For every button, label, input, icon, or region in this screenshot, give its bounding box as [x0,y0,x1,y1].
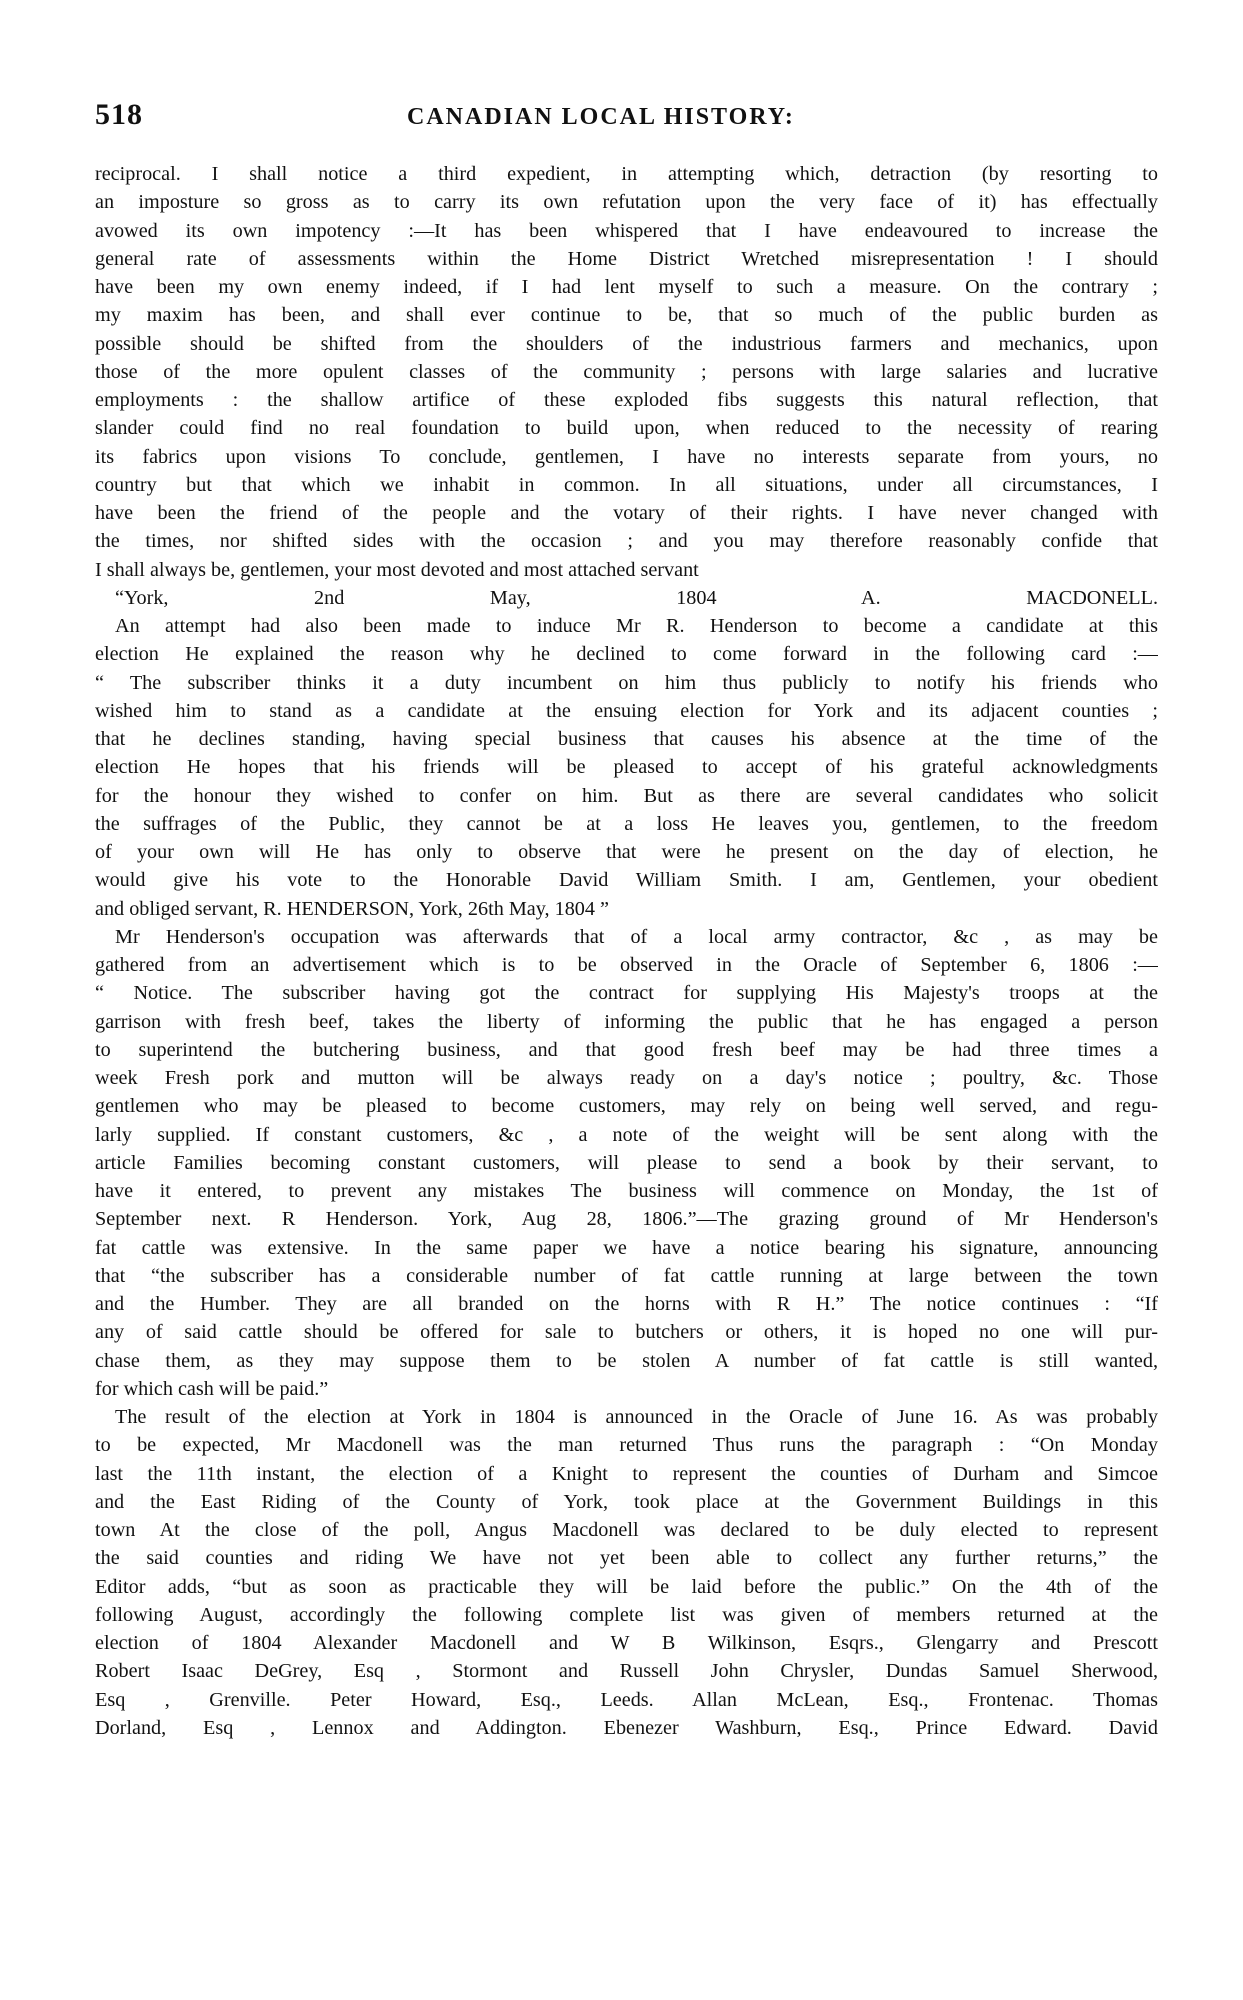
text-line: that he declines standing, having special business that causes his absence at the time of the [95,728,1158,750]
signature-line: “York, 2nd May, 1804 A. MACDONELL. [115,586,1158,609]
running-head: CANADIAN LOCAL HISTORY: [407,104,795,130]
text-line: Esq , Grenville. Peter Howard, Esq., Leeds. Allan McLean, Esq., Frontenac. Thomas [95,1688,1158,1711]
page-number: 518 [95,98,143,131]
text-line: and the East Riding of the County of York, took place at the Government Buildings in this [95,1490,1158,1513]
text-line: the times, nor shifted sides with the occasion ; and you may therefore reasonably confide that [95,530,1158,553]
text-line: last the 11th instant, the election of a Knight to represent the counties of Durham and Simcoe [95,1462,1158,1485]
text-line: to be expected, Mr Macdonell was the man returned Thus runs the paragraph : “On Monday [95,1434,1158,1457]
text-line: following August, accordingly the following complete list was given of members returned at the [95,1603,1158,1626]
text-line: possible should be shifted from the shoulders of the industrious farmers and mechanics, upon [95,332,1158,355]
text-line: my maxim has been, and shall ever continue to be, that so much of the public burden as [95,304,1158,327]
text-line: The result of the election at York in 1804 is announced in the Oracle of June 16. As was probably [115,1406,1158,1428]
text-line: avowed its own impotency :—It has been whispered that I have endeavoured to increase the [95,219,1158,242]
body-text [95,160,1158,1742]
text-line: election of 1804 Alexander Macdonell and W B Wilkinson, Esqrs., Glengarry and Prescott [95,1632,1158,1654]
text-line: Robert Isaac DeGrey, Esq , Stormont and Russell John Chrysler, Dundas Samuel Sherwood, [95,1660,1158,1683]
text-line: article Families becoming constant customers, will please to send a book by their servant, to [95,1151,1158,1174]
text-line: “ Notice. The subscriber having got the contract for supplying His Majesty's troops at the [95,982,1158,1005]
text-line: fat cattle was extensive. In the same paper we have a notice bearing his signature, announcing [95,1236,1158,1259]
text-line: have been my own enemy indeed, if I had lent myself to such a measure. On the contrary ; [95,276,1158,298]
text-line: Editor adds, “but as soon as practicable they will be laid before the public.” On the 4th of the [95,1575,1158,1598]
text-line: for which cash will be paid.” [95,1377,329,1400]
text-line: would give his vote to the Honorable David William Smith. I am, Gentlemen, your obedient [95,869,1158,892]
text-line: have been the friend of the people and the votary of their rights. I have never changed with [95,502,1158,524]
text-line: town At the close of the poll, Angus Macdonell was declared to be duly elected to represent [95,1519,1158,1541]
text-line: employments : the shallow artifice of these exploded fibs suggests this natural reflection, that [95,389,1158,411]
text-line: slander could find no real foundation to build upon, when reduced to the necessity of rearing [95,417,1158,440]
text-line: of your own will He has only to observe that were he present on the day of election, he [95,841,1158,863]
text-line: any of said cattle should be offered for sale to butchers or others, it is hoped no one will pur- [95,1321,1158,1344]
text-line: for the honour they wished to confer on him. But as there are several candidates who solicit [95,784,1158,807]
text-line: election He explained the reason why he declined to come forward in the following card :— [95,643,1158,666]
text-line: and the Humber. They are all branded on the horns with R H.” The notice continues : “If [95,1293,1158,1315]
text-line: those of the more opulent classes of the community ; persons with large salaries and lucrative [95,360,1158,383]
text-line: week Fresh pork and mutton will be always ready on a day's notice ; poultry, &c. Those [95,1067,1158,1089]
text-line: election He hopes that his friends will be pleased to accept of his grateful acknowledgments [95,756,1158,779]
text-line: larly supplied. If constant customers, &c , a note of the weight will be sent along with the [95,1123,1158,1146]
text-line: wished him to stand as a candidate at the ensuing election for York and its adjacent counties ; [95,699,1158,722]
text-line: that “the subscriber has a considerable number of fat cattle running at large between the town [95,1264,1158,1287]
text-line: gathered from an advertisement which is to be observed in the Oracle of September 6, 1806 :— [95,954,1158,976]
text-line: general rate of assessments within the Home District Wretched misrepresentation ! I should [95,247,1158,270]
text-line: Dorland, Esq , Lennox and Addington. Ebenezer Washburn, Esq., Prince Edward. David [95,1716,1158,1739]
text-line: September next. R Henderson. York, Aug 28, 1806.”—The grazing ground of Mr Henderson's [95,1208,1158,1231]
text-line: have it entered, to prevent any mistakes The business will commence on Monday, the 1st of [95,1180,1158,1202]
text-line: its fabrics upon visions To conclude, gentlemen, I have no interests separate from yours, no [95,445,1158,468]
text-line: the suffrages of the Public, they cannot be at a loss He leaves you, gentlemen, to the freedom [95,812,1158,835]
text-line: country but that which we inhabit in common. In all situations, under all circumstances, I [95,473,1158,496]
text-line: I shall always be, gentlemen, your most devoted and most attached servant [95,558,699,581]
text-line: “ The subscriber thinks it a duty incumbent on him thus publicly to notify his friends who [95,671,1158,694]
text-line: An attempt had also been made to induce Mr R. Henderson to become a candidate at this [115,615,1158,637]
text-line: garrison with fresh beef, takes the liberty of informing the public that he has engaged a person [95,1010,1158,1033]
text-line: gentlemen who may be pleased to become customers, may rely on being well served, and regu- [95,1095,1158,1118]
text-line: and obliged servant, R. HENDERSON, York, 26th May, 1804 ” [95,897,609,920]
text-line: the said counties and riding We have not yet been able to collect any further returns,” the [95,1547,1158,1570]
text-line: chase them, as they may suppose them to be stolen A number of fat cattle is still wanted, [95,1349,1158,1372]
page-header [95,98,1155,138]
text-line: reciprocal. I shall notice a third expedient, in attempting which, detraction (by resorting to [95,163,1158,185]
text-line: Mr Henderson's occupation was afterwards that of a local army contractor, &c , as may be [115,925,1158,948]
text-line: an imposture so gross as to carry its own refutation upon the very face of it) has effectually [95,191,1158,214]
text-line: to superintend the butchering business, and that good fresh beef may be had three times a [95,1038,1158,1061]
